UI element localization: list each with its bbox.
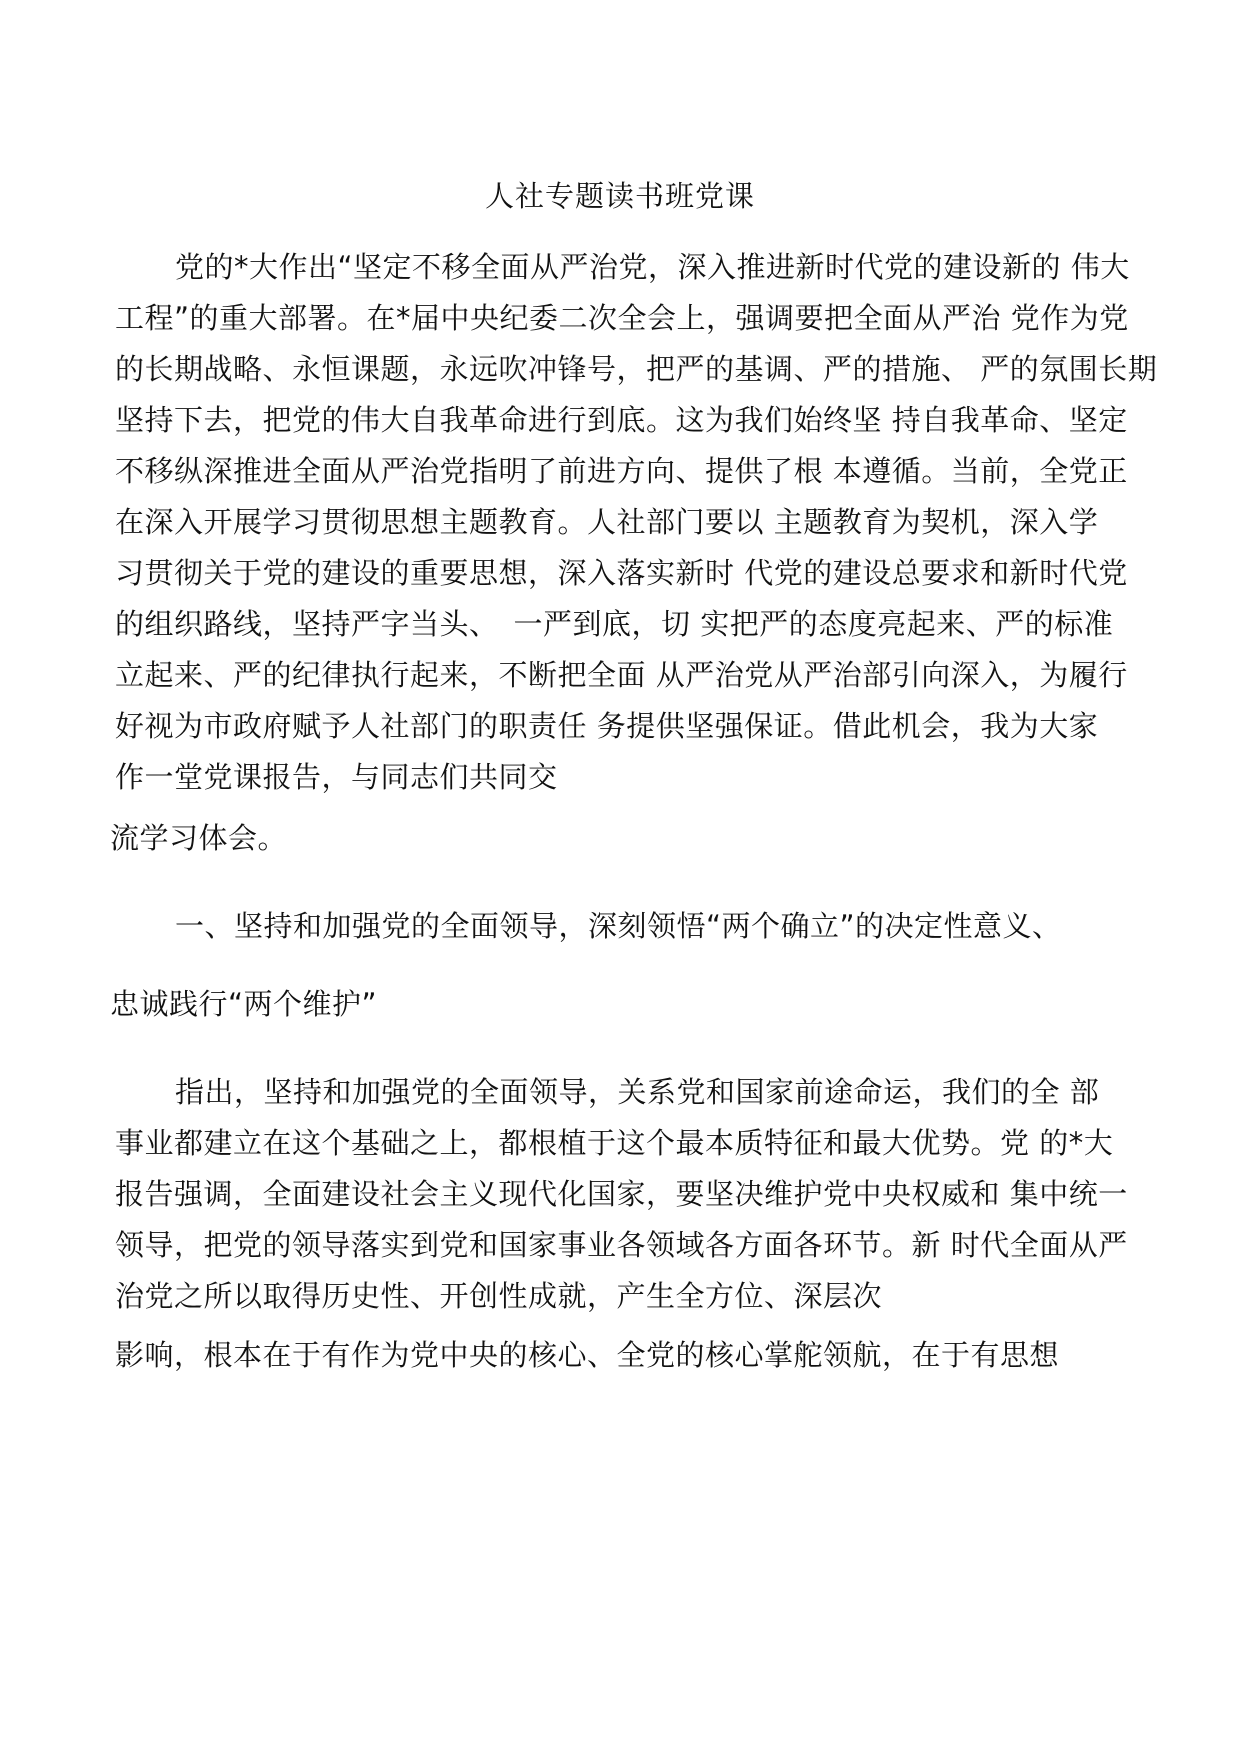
section-line-3: 报告强调，全面建设社会主义现代化国家，要坚决维护党中央权威和 集中统一 — [115, 1177, 1128, 1211]
section-line-2: 事业都建立在这个基础之上，都根植于这个最本质特征和最大优势。党 的*大 — [115, 1126, 1114, 1160]
section-line-4: 领导，把党的领导落实到党和国家事业各领域各方面各环节。新 时代全面从严 — [115, 1228, 1128, 1262]
section-line-1: 指出，坚持和加强党的全面领导，关系党和国家前途命运，我们的全 部 — [175, 1075, 1100, 1109]
intro-line-10: 好视为市政府赋予人社部门的职责任 务提供坚强保证。借此机会，我为大家 — [115, 709, 1099, 743]
intro-line-7: 习贯彻关于党的建设的重要思想，深入落实新时 代党的建设总要求和新时代党 — [115, 556, 1128, 590]
intro-line-5: 不移纵深推进全面从严治党指明了前进方向、提供了根 本遵循。当前，全党正 — [115, 454, 1128, 488]
intro-line-11: 作一堂党课报告，与同志们共同交 — [115, 760, 558, 794]
section-heading-line-1: 一、坚持和加强党的全面领导，深刻领悟“两个确立”的决定性意义、 — [175, 909, 1062, 943]
section-tail: 影响，根本在于有作为党中央的核心、全党的核心掌舵领航，在于有思想 — [115, 1338, 1060, 1372]
section-line-5: 治党之所以取得历史性、开创性成就，产生全方位、深层次 — [115, 1279, 883, 1313]
intro-line-2: 工程”的重大部署。在*届中央纪委二次全会上，强调要把全面从严治 党作为党 — [115, 301, 1129, 335]
intro-line-9: 立起来、严的纪律执行起来，不断把全面 从严治党从严治部引向深入，为履行 — [115, 658, 1128, 692]
intro-line-4: 坚持下去，把党的伟大自我革命进行到底。这为我们始终坚 持自我革命、坚定 — [115, 403, 1128, 437]
intro-tail: 流学习体会。 — [110, 821, 288, 855]
intro-line-8: 的组织路线，坚持严字当头、 一严到底，切 实把严的态度亮起来、严的标准 — [115, 607, 1114, 641]
intro-line-3: 的长期战略、永恒课题，永远吹冲锋号，把严的基调、严的措施、 严的氛围长期 — [115, 352, 1158, 386]
intro-line-6: 在深入开展学习贯彻思想主题教育。人社部门要以 主题教育为契机，深入学 — [115, 505, 1099, 539]
section-heading-line-2: 忠诚践行“两个维护” — [110, 987, 378, 1021]
document-title: 人社专题读书班党课 — [484, 179, 755, 213]
intro-line-1: 党的*大作出“坚定不移全面从严治党，深入推进新时代党的建设新的 伟大 — [175, 250, 1130, 284]
